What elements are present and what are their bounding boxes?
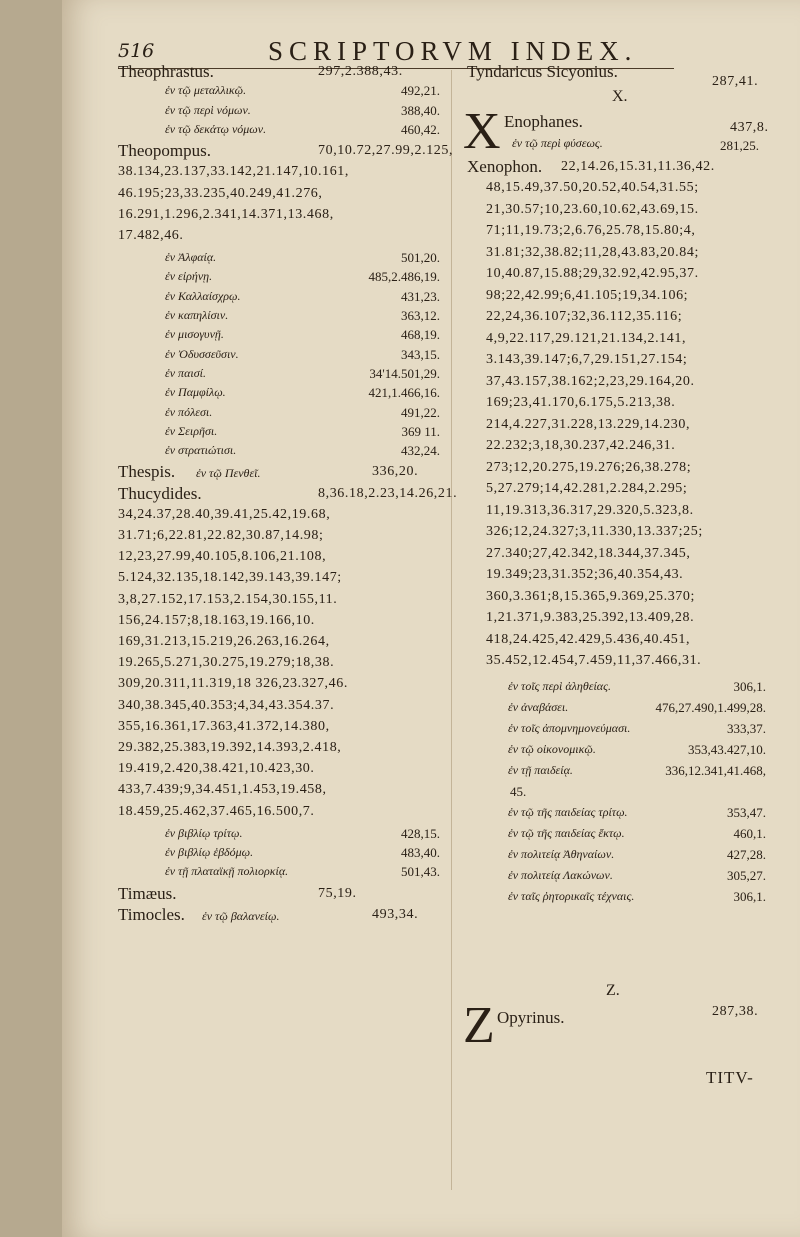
index-entry-name: Thucydides. [118, 483, 202, 503]
entry-reference: 306,1. [733, 888, 766, 904]
entry-reference-continued: 71;11,19.73;2,6.76,25.78,15.80;4, [486, 223, 696, 238]
entry-reference: 306,1. [733, 678, 766, 694]
index-entry-name: Theophrastus. [118, 62, 214, 81]
entry-work-title: ἐν Παμφίλῳ. [165, 385, 226, 400]
entry-reference: 287,41. [712, 74, 759, 89]
entry-work-title: ἐν μισογυνῇ. [165, 327, 224, 342]
entry-work-title: ἐν καπηλίσιν. [165, 308, 229, 322]
entry-reference-continued: 326;12,24.327;3,11.330,13.337;25; [486, 524, 703, 539]
entry-reference: 431,23. [401, 288, 440, 304]
entry-reference: 388,40. [401, 102, 440, 118]
entry-reference-continued: 19.419,2.420,38.421,10.423,30. [118, 761, 315, 777]
entry-work-title: ἐν Ὀδυσσεῦσιν. [165, 346, 239, 361]
entry-reference-continued: 31.71;6,22.81,22.82,30.87,14.98; [118, 528, 324, 543]
entry-reference-continued: 433,7.439;9,34.451,1.453,19.458, [118, 782, 327, 798]
entry-work-title: ἐν πολιτείᾳ Ἀθηναίων. [508, 846, 615, 861]
entry-reference-continued: 309,20.311,11.319,18 326,23.327,46. [118, 676, 348, 692]
entry-reference-continued: 1,21.371,9.383,25.392,13.409,28. [486, 610, 695, 625]
entry-reference-continued: 16.291,1.296,2.341,14.371,13.468, [118, 206, 334, 222]
entry-reference: 343,15. [401, 346, 440, 362]
entry-reference-continued: 31.81;32,38.82;11,28,43.83,20.84; [486, 244, 699, 260]
entry-reference: 336,20. [372, 464, 419, 480]
entry-reference: 8,36.18,2.23,14.26,21. [318, 485, 458, 501]
entry-reference-continued: 3,8,27.152,17.153,2.154,30.155,11. [118, 591, 338, 607]
entry-work-title: ἐν τοῖς περὶ ἀληθείας. [508, 678, 611, 693]
entry-reference-continued: 46.195;23,33.235,40.249,41.276, [118, 185, 323, 201]
entry-work-title: ἐν Ἀλφαίᾳ. [165, 250, 217, 265]
entry-reference: 281,25. [720, 138, 759, 153]
entry-reference-continued: 37,43.157,38.162;2,23,29.164,20. [486, 373, 695, 389]
entry-reference-continued: 169;23,41.170,6.175,5.213,38. [486, 395, 676, 410]
entry-work-title: ἐν ἀναβάσει. [508, 699, 569, 714]
index-entry-name: Timæus. [118, 883, 177, 903]
entry-reference: 333,37. [727, 720, 766, 736]
entry-work-title: ἐν βιβλίῳ ἑβδόμῳ. [165, 845, 254, 860]
entry-reference: 501,43. [401, 864, 440, 880]
entry-reference: 476,27.490,1.499,28. [655, 699, 766, 715]
entry-reference-continued: 3.143,39.147;6,7,29.151,27.154; [486, 352, 688, 367]
entry-reference: 468,19. [401, 327, 440, 343]
entry-work-title: ἐν τῷ οἰκονομικῷ. [508, 741, 596, 756]
entry-reference: 70,10.72,27.99,2.125, [318, 143, 454, 159]
entry-reference-continued: 156,24.157;8,18.163,19.166,10. [118, 612, 315, 628]
entry-work-title: ἐν τῇ πλαταϊκῇ πολιορκίᾳ. [165, 864, 289, 879]
page-number: 516 [118, 40, 155, 62]
entry-reference: 421,1.466,16. [368, 385, 440, 401]
entry-reference-continued: 5,27.279;14,42.281,2.284,2.295; [486, 481, 688, 496]
entry-reference: 34'14.501,29. [369, 365, 440, 381]
entry-reference-continued: 4,9,22.117,29.121,21.134,2.141, [486, 330, 687, 346]
entry-reference-continued: 169,31.213,15.219,26.263,16.264, [118, 634, 330, 649]
entry-reference: 432,24. [401, 443, 440, 459]
entry-work-title: ἐν τῷ δεκάτῳ νόμων. [165, 121, 267, 136]
entry-reference: 460,1. [733, 825, 766, 841]
entry-work-title: ἐν τῷ τῆς παιδείας τρίτῳ. [508, 804, 628, 819]
entry-work-title: ἐν βιβλίῳ τρίτῳ. [165, 825, 243, 840]
index-entry-name: Xenophon. [467, 157, 543, 176]
entry-reference-continued: 34,24.37,28.40,39.41,25.42,19.68, [118, 506, 331, 522]
entry-reference-continued: 48,15.49,37.50,20.52,40.54,31.55; [486, 180, 699, 195]
entry-reference-continued: 19.349;23,31.352;36,40.354,43. [486, 567, 684, 582]
entry-reference: 297,2.388,43. [318, 64, 403, 79]
entry-reference-continued: 12,23,27.99,40.105,8.106,21.108, [118, 549, 327, 565]
entry-reference: 485,2.486,19. [368, 269, 440, 285]
entry-reference: 287,38. [712, 1004, 759, 1019]
entry-reference: 353,47. [727, 804, 766, 820]
entry-reference: 336,12.341,41.468, [665, 762, 766, 778]
index-entry-name: Timocles. [118, 904, 185, 924]
entry-reference-continued: 22,24,36.107;32,36.112,35.116; [486, 309, 683, 324]
entry-reference: 305,27. [727, 867, 766, 883]
initial-letter-x: X [463, 103, 501, 160]
entry-work-title: ἐν τῷ μεταλλικῷ. [165, 83, 247, 98]
entry-reference-continued: 35.452,12.454,7.459,11,37.466,31. [486, 653, 702, 668]
entry-reference-continued: 418,24.425,42.429,5.436,40.451, [486, 631, 691, 647]
entry-work-title: ἐν στρατιώτισι. [165, 443, 237, 458]
entry-work-title: ἐν πολιτείᾳ Λακώνων. [508, 867, 613, 882]
entry-work-title: ἐν τῷ βαλανείῳ. [202, 908, 280, 923]
entry-reference: 369 11. [401, 423, 440, 439]
entry-reference-continued: 38.134,23.137,33.142,21.147,10.161, [118, 164, 349, 180]
entry-work-title: ἐν Καλλαίσχρῳ. [165, 288, 241, 303]
entry-reference: 493,34. [372, 906, 419, 922]
entry-reference: 491,22. [401, 404, 440, 420]
catchword: TITV- [706, 1068, 754, 1087]
entry-work-title: ἐν εἰρήνῃ. [165, 269, 213, 284]
entry-work-title: ἐν τῷ Πενθεῖ. [196, 466, 261, 481]
entry-work-title: ἐν τῇ παιδείᾳ. [508, 762, 573, 777]
entry-reference: 45. [510, 783, 527, 799]
entry-work-title: ἐν ταῖς ῥητορικαῖς τέχναις. [508, 888, 635, 903]
entry-reference-continued: 29.382,25.383,19.392,14.393,2.418, [118, 740, 342, 755]
entry-reference-continued: 5.124,32.135,18.142,39.143,39.147; [118, 570, 342, 586]
entry-work-title: ἐν τῷ περὶ φύσεως. [512, 136, 603, 150]
entry-reference-continued: 21,30.57;10,23.60,10.62,43.69,15. [486, 201, 699, 217]
entry-reference-continued: 360,3.361;8,15.365,9.369,25.370; [486, 588, 695, 604]
index-entry-name: Theopompus. [118, 141, 212, 161]
page-title: SCRIPTORVM INDEX. [268, 36, 638, 66]
entry-reference: 22,14.26,15.31,11.36,42. [561, 159, 715, 174]
entry-work-title: ἐν τῷ τῆς παιδείας ἕκτῳ. [508, 825, 625, 840]
entry-reference: 460,42. [401, 121, 440, 137]
index-entry-name: Tyndaricus Sicyonius. [467, 62, 618, 81]
entry-reference-continued: 22.232;3,18,30.237,42.246,31. [486, 438, 676, 453]
entry-work-title: ἐν τῷ περὶ νόμων. [165, 102, 251, 117]
entry-reference-continued: 27.340;27,42.342,18.344,37.345, [486, 545, 691, 561]
initial-letter-z: Z [463, 997, 495, 1054]
entry-reference-continued: 19.265,5.271,30.275,19.279;18,38. [118, 655, 335, 671]
entry-reference-continued: 214,4.227,31.228,13.229,14.230, [486, 416, 691, 432]
section-letter-x: X. [612, 88, 628, 105]
entry-reference: 75,19. [318, 885, 357, 901]
entry-reference: 501,20. [401, 250, 440, 266]
entry-reference-continued: 340,38.345,40.353;4,34,43.354.37. [118, 697, 335, 713]
entry-reference: 427,28. [727, 846, 766, 862]
index-entry-name: Enophanes. [504, 112, 583, 131]
entry-reference: 428,15. [401, 825, 440, 841]
entry-reference-continued: 355,16.361,17.363,41.372,14.380, [118, 718, 330, 734]
entry-work-title: ἐν παισί. [165, 365, 206, 380]
entry-reference-continued: 10,40.87,15.88;29,32.92,42.95,37. [486, 266, 699, 281]
entry-reference: 492,21. [401, 83, 440, 99]
entry-reference: 353,43.427,10. [688, 741, 766, 757]
index-entry-name: Thespis. [118, 462, 176, 482]
entry-work-title: ἐν Σειρῆσι. [165, 423, 218, 438]
entry-reference: 363,12. [401, 308, 440, 323]
entry-reference-continued: 11,19.313,36.317,29.320,5.323,8. [486, 502, 694, 518]
entry-reference-continued: 18.459,25.462,37.465,16.500,7. [118, 803, 315, 819]
section-letter-z: Z. [606, 982, 620, 999]
entry-work-title: ἐν πόλεσι. [165, 404, 213, 419]
entry-reference: 437,8. [730, 120, 769, 135]
entry-reference-continued: 17.482,46. [118, 227, 184, 243]
entry-reference: 483,40. [401, 845, 440, 861]
entry-reference-continued: 273;12,20.275,19.276;26,38.278; [486, 459, 692, 475]
entry-work-title: ἐν τοῖς ἀπομνημονεύμασι. [508, 720, 631, 735]
index-entry-name: Opyrinus. [497, 1008, 565, 1027]
entry-reference-continued: 98;22,42.99;6,41.105;19,34.106; [486, 287, 689, 303]
